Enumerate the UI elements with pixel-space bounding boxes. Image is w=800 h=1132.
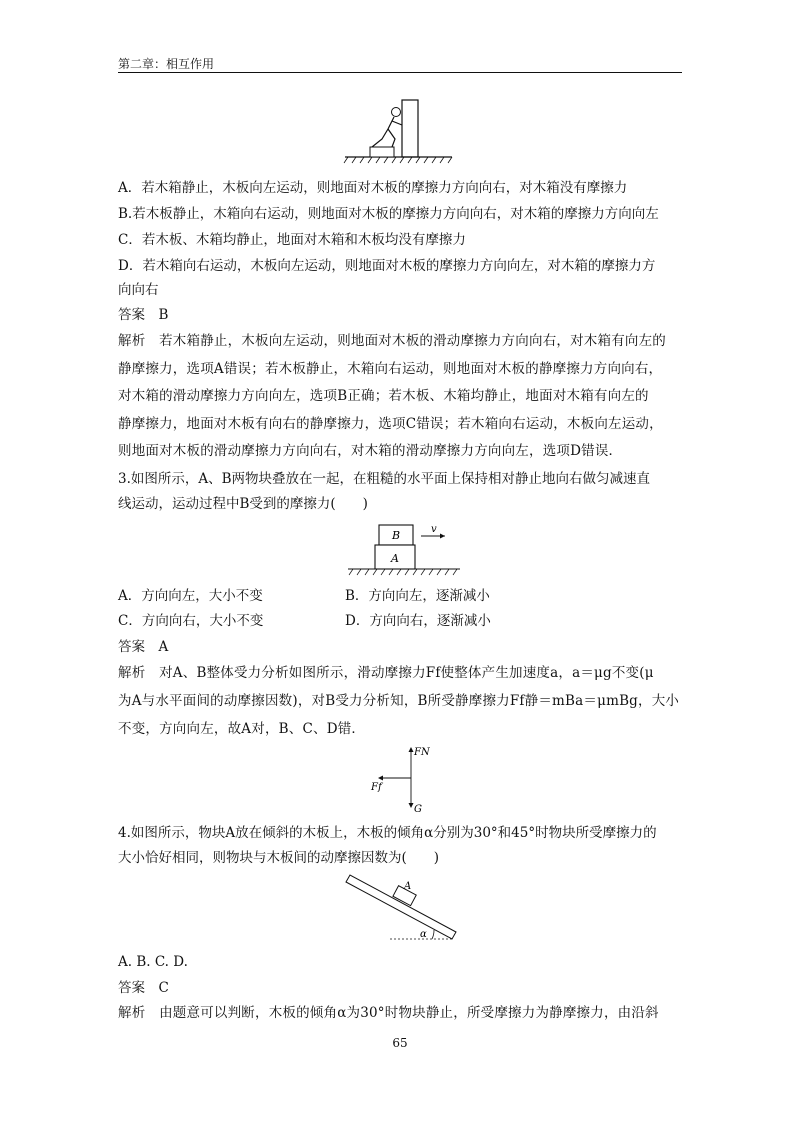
figure-stacked-blocks [345, 520, 465, 580]
header-rule [118, 72, 682, 73]
q4-answer: 答案 C [118, 980, 169, 996]
q3-explanation-line3: 不变，方向向左，故A对，B、C、D错． [118, 721, 366, 737]
q4-stem-line2: 大小恰好相同，则物块与木板间的动摩擦因数为( ) [118, 850, 440, 866]
figure-force-diagram [365, 742, 435, 814]
velocity-label: v [431, 524, 437, 535]
q3-option-b: B．方向向左，逐渐减小 [345, 588, 490, 604]
figure-person-wall [340, 95, 460, 165]
q2-explanation-line3: 对木箱的滑动摩擦力方向向左，选项B正确；若木板、木箱均静止，地面对木箱有向左的 [118, 388, 649, 404]
block-a-label: A [391, 552, 399, 565]
q2-option-a: A．若木箱静止，木板向左运动，则地面对木板的摩擦力方向向右，对木箱没有摩擦力 [118, 180, 628, 196]
q4-explanation-line1: 解析 由题意可以判断，木板的倾角α为30°时物块静止，所受摩擦力为静摩擦力，由沿斜 [118, 1005, 659, 1021]
q4-options: A. B. C. D. [118, 954, 188, 970]
q3-explanation-line2: 为A与水平面间的动摩擦因数)，对B受力分析知，B所受静摩擦力Ff静＝mBa＝μmBg，大小 [118, 693, 680, 709]
q2-explanation-line2: 静摩擦力，选项A错误；若木板静止，木箱向右运动，则地面对木板的静摩擦力方向向右， [118, 361, 663, 377]
q2-option-b: B.若木板静止，木箱向右运动，则地面对木板的摩擦力方向向右，对木箱的摩擦力方向向左 [118, 206, 659, 222]
force-friction-label: Ff [371, 782, 382, 793]
block-b-label: B [391, 529, 401, 542]
q2-explanation-line4: 静摩擦力，地面对木板有向右的静摩擦力，选项C错误；若木箱向右运动，木板向左运动， [118, 416, 663, 432]
page-number: 65 [392, 1036, 408, 1050]
q2-option-d-line2: 向向右 [118, 282, 159, 298]
q3-option-d: D．方向向右，逐渐减小 [345, 613, 491, 629]
force-normal-label: FN [414, 747, 430, 758]
incline-block-label: A [404, 881, 412, 892]
q3-stem-line2: 线运动，运动过程中B受到的摩擦力( ) [118, 496, 368, 512]
q3-stem-line1: 3.如图所示，A、B两物块叠放在一起，在粗糙的水平面上保持相对静止地向右做匀减速直 [118, 471, 651, 487]
chapter-header: 第二章：相互作用 [118, 57, 215, 71]
force-gravity-label: G [414, 804, 422, 814]
q2-explanation-line5: 则地面对木板的滑动摩擦力方向向右，对木箱的滑动摩擦力方向向左，选项D错误． [118, 443, 623, 459]
q2-answer: 答案 B [118, 307, 169, 323]
q2-option-c: C．若木板、木箱均静止，地面对木箱和木板均没有摩擦力 [118, 232, 466, 248]
q2-explanation-line1: 解析 若木箱静止，木板向左运动，则地面对木板的滑动摩擦力方向向右，对木箱有向左的 [118, 333, 666, 349]
incline-angle-label: α [420, 929, 427, 940]
q3-answer: 答案 A [118, 639, 169, 655]
q3-option-a: A．方向向左，大小不变 [118, 588, 263, 604]
figure-incline [340, 872, 465, 944]
q4-stem-line1: 4.如图所示，物块A放在倾斜的木板上，木板的倾角α分别为30°和45°时物块所受摩擦力的 [118, 825, 657, 841]
q3-explanation-line1: 解析 对A、B整体受力分析如图所示，滑动摩擦力Ff使整体产生加速度a，a＝μg不变(μ [118, 665, 654, 681]
q2-option-d-line1: D．若木箱向右运动，木板向左运动，则地面对木板的摩擦力方向向左，对木箱的摩擦力方 [118, 258, 656, 274]
q3-option-c: C．方向向右，大小不变 [118, 613, 264, 629]
